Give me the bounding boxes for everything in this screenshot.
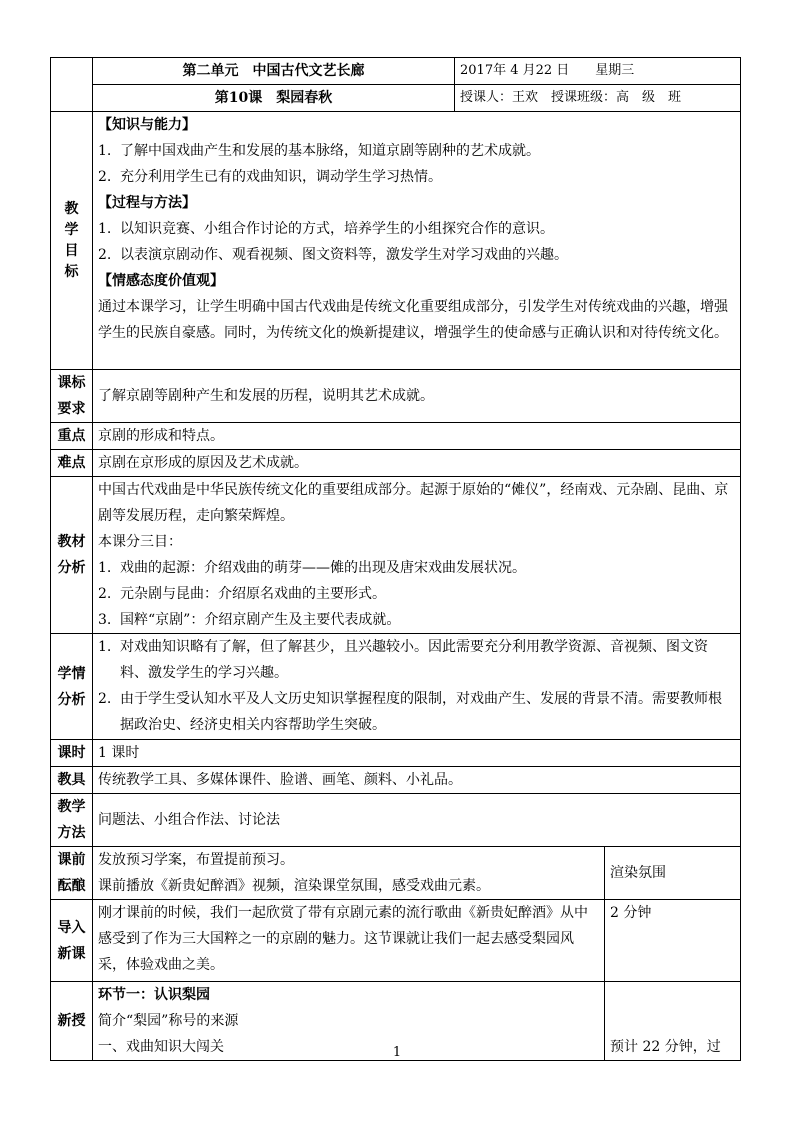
newlesson-label: 新授	[51, 982, 93, 1061]
standard-label: 课标要求	[51, 370, 93, 423]
newlesson-line: 一、戏曲知识大闯关	[98, 1039, 224, 1055]
prelesson-line: 发放预习学案，布置提前预习。	[98, 852, 294, 868]
methods-text: 问题法、小组合作法、讨论法	[93, 794, 741, 847]
prelesson-side: 渲染氛围	[605, 847, 741, 900]
prelesson-content	[93, 847, 605, 900]
list-item: 1. 戏曲的起源：介绍戏曲的萌芽——傩的出现及唐宋戏曲发展状况。	[98, 560, 526, 576]
tools-text: 传统教学工具、多媒体课件、脸谱、画笔、颜料、小礼品。	[93, 767, 741, 794]
goals-label: 教学目标	[51, 112, 93, 370]
prelesson-line: 课前播放《新贵妃醉酒》视频，渲染课堂氛围，感受戏曲元素。	[98, 878, 490, 894]
key-point-label: 重点	[51, 423, 93, 450]
list-item: 2. 以表演京剧动作、观看视频、图文资料等，激发学生对学习戏曲的兴趣。	[98, 247, 568, 263]
list-item: 3. 国粹“京剧”：介绍京剧产生及主要代表成就。	[98, 612, 401, 628]
newlesson-line: 简介“梨园”称号的来源	[98, 1013, 239, 1029]
lesson-date: 2017年 4 月22 日 星期三	[455, 58, 741, 85]
materials-intro: 中国古代戏曲是中华民族传统文化的重要组成部分。起源于原始的“傩仪”，经南戏、元杂剧、昆曲、京剧等发展历程，走向繁荣辉煌。	[98, 482, 729, 524]
teacher-class: 授课人：王欢 授课班级：高 级 班	[455, 85, 741, 112]
emotion-heading: 【情感态度价值观】	[98, 273, 224, 289]
list-item: 1. 了解中国戏曲产生和发展的基本脉络，知道京剧等剧种的艺术成就。	[98, 143, 540, 159]
goals-content	[93, 112, 741, 370]
standard-text: 了解京剧等剧种产生和发展的历程，说明其艺术成就。	[93, 370, 741, 423]
materials-label: 教材分析	[51, 477, 93, 634]
process-heading: 【过程与方法】	[98, 195, 196, 211]
newlesson-step: 环节一：认识梨园	[98, 987, 210, 1003]
difficulty-label: 难点	[51, 450, 93, 477]
tools-label: 教具	[51, 767, 93, 794]
learners-content	[93, 634, 741, 740]
learners-label: 学情分析	[51, 634, 93, 740]
materials-content	[93, 477, 741, 634]
key-point-text: 京剧的形成和特点。	[93, 423, 741, 450]
list-item: 1. 以知识竞赛、小组合作讨论的方式，培养学生的小组探究合作的意识。	[98, 221, 554, 237]
unit-title: 第二单元 中国古代文艺长廊	[93, 58, 455, 85]
hours-label: 课时	[51, 740, 93, 767]
intro-side: 2 分钟	[605, 900, 741, 982]
intro-label: 导入新课	[51, 900, 93, 982]
materials-sub: 本课分三目：	[98, 534, 182, 550]
prelesson-label: 课前酝酿	[51, 847, 93, 900]
hours-text: 1 课时	[93, 740, 741, 767]
lesson-plan-table	[50, 57, 741, 1061]
list-item: 2. 充分利用学生已有的戏曲知识，调动学生学习热情。	[98, 169, 442, 185]
intro-text: 刚才课前的时候，我们一起欣赏了带有京剧元素的流行歌曲《新贵妃醉酒》从中感受到了作为三大国粹之一的京剧的魅力。这节课就让我们一起去感受梨园风采，体验戏曲之美。	[93, 900, 605, 982]
header-corner-cell	[51, 58, 93, 112]
newlesson-side: 预计 22 分钟，过	[605, 982, 741, 1061]
list-item: 2. 由于学生受认知水平及人文历史知识掌握程度的限制，对戏曲产生、发展的背景不清。需要教师根据政治史、经济史相关内容帮助学生突破。	[98, 691, 722, 733]
page-number: 1	[392, 1045, 402, 1060]
knowledge-heading: 【知识与能力】	[98, 117, 196, 133]
lesson-title: 第10课 梨园春秋	[93, 85, 455, 112]
emotion-text: 通过本课学习，让学生明确中国古代戏曲是传统文化重要组成部分，引发学生对传统戏曲的兴趣，增强学生的民族自豪感。同时，为传统文化的焕新提建议，增强学生的使命感与正确认识和对待传统文化。	[98, 299, 728, 341]
list-item: 2. 元杂剧与昆曲：介绍原名戏曲的主要形式。	[98, 586, 386, 602]
difficulty-text: 京剧在京形成的原因及艺术成就。	[93, 450, 741, 477]
list-item: 1. 对戏曲知识略有了解，但了解甚少，且兴趣较小。因此需要充分利用教学资源、音视频、图文资料、激发学生的学习兴趣。	[98, 639, 708, 681]
methods-label: 教学方法	[51, 794, 93, 847]
